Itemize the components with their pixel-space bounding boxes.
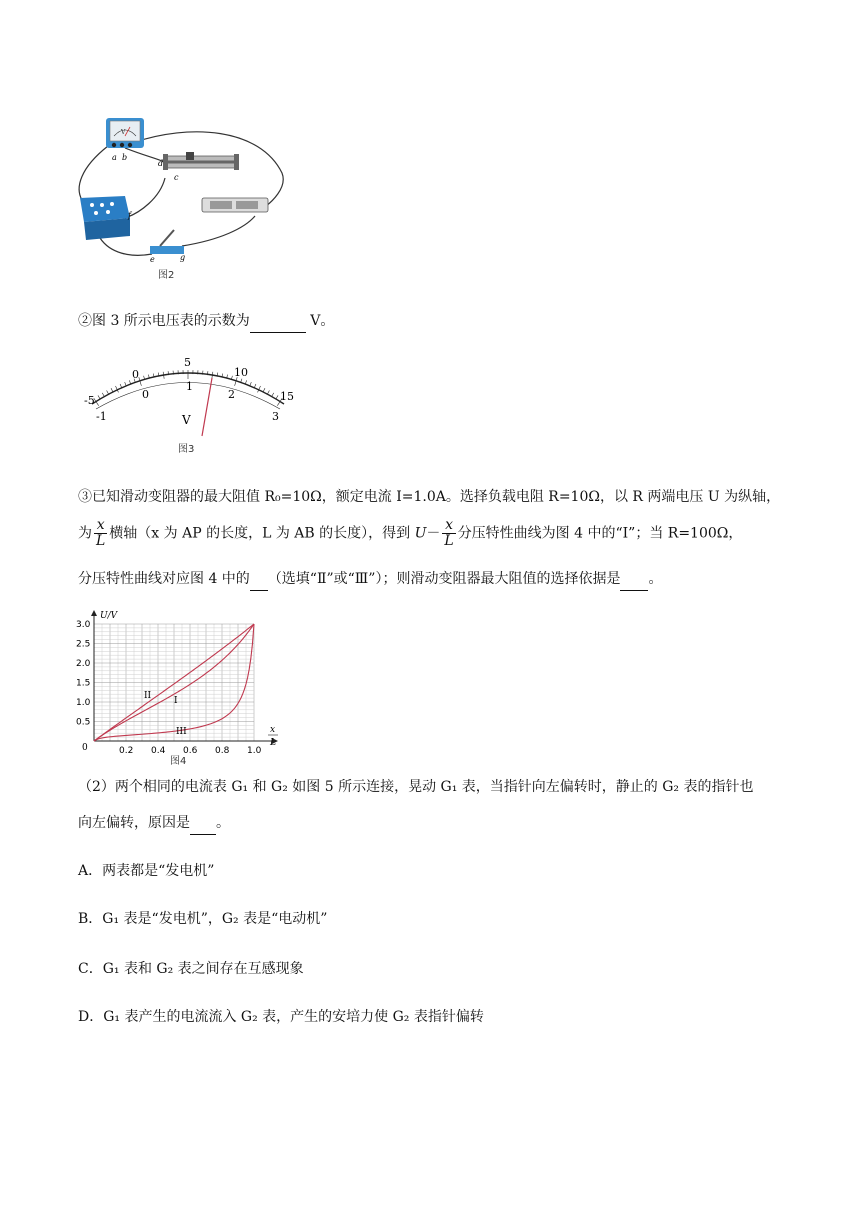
y-tick-label: 2.0	[76, 659, 91, 669]
dial-tick	[125, 382, 126, 386]
dial-tick	[250, 382, 251, 386]
dial-tick	[111, 388, 113, 392]
x-tick-label: 0.8	[215, 746, 230, 756]
svg-text:V: V	[121, 129, 126, 136]
divider-characteristic-graph	[72, 610, 292, 770]
question-2-line	[78, 310, 334, 333]
x-tick-label: 1.0	[247, 746, 262, 756]
figure-2	[70, 108, 300, 283]
fraction-x-over-l-2: $\frac{x}{L}$	[444, 517, 454, 549]
option-a[interactable]: A．两表都是“发电机”	[78, 863, 215, 879]
svg-text:d: d	[158, 159, 164, 168]
figure-3-caption: 图3	[178, 444, 195, 455]
y-tick-label: 1.5	[76, 678, 91, 689]
fraction-x-over-l: $\frac{x}{L}$	[96, 517, 106, 549]
svg-text:x: x	[270, 725, 276, 735]
part-2-line-2: 向左偏转，原因是 。	[78, 812, 230, 835]
question-3-line-3: 分压特性曲线对应图 4 中的 （选填“Ⅱ”或“Ⅲ”）；则滑动变阻器最大阻值的选择依据是 。	[78, 568, 662, 591]
needle	[202, 378, 212, 436]
dial-tick	[102, 393, 104, 396]
y-tick-label: 3.0	[76, 620, 91, 630]
x-tick-label: 0.4	[151, 746, 166, 756]
dial-tick	[107, 390, 109, 394]
svg-text:5: 5	[184, 356, 191, 369]
curve-label-ii: II	[144, 691, 152, 701]
svg-text:10: 10	[234, 366, 248, 379]
svg-text:0: 0	[132, 368, 139, 381]
answer-blank[interactable]	[190, 812, 216, 835]
y-tick-label: 0.5	[76, 717, 91, 728]
circuit-illustration	[70, 108, 300, 283]
dial-tick	[98, 395, 100, 398]
option-b[interactable]: B．G₁ 表是“发电机”，G₂ 表是“电动机”	[78, 911, 328, 927]
part-2-line-1: （2）两个相同的电流表 G₁ 和 G₂ 如图 5 所示连接，晃动 G₁ 表，当指针向左偏转时，静止的 G₂ 表的指针也	[78, 779, 754, 795]
option-c[interactable]: C．G₁ 表和 G₂ 表之间存在互感现象	[78, 961, 304, 977]
svg-text:g: g	[180, 253, 186, 262]
dial-tick	[268, 390, 270, 394]
x-tick-label: 0.6	[183, 746, 198, 756]
question-3-line-1: ③已知滑动变阻器的最大阻值 R₀=10Ω，额定电流 I=1.0A。选择负载电阻 R=10Ω，以 R 两端电压 U 为纵轴，	[78, 489, 781, 505]
dial-tick	[254, 384, 256, 388]
battery-box-icon	[80, 196, 130, 240]
dial-tick	[263, 388, 265, 392]
svg-text:e: e	[150, 255, 155, 264]
svg-text:c: c	[174, 173, 179, 182]
dial-tick	[276, 395, 278, 398]
figure-4	[72, 610, 292, 770]
battery-holder-icon	[202, 198, 268, 212]
answer-blank[interactable]	[620, 568, 648, 591]
dial-tick	[245, 380, 246, 384]
svg-text:0: 0	[82, 743, 88, 753]
voltmeter-icon	[106, 118, 144, 148]
svg-text:1: 1	[186, 380, 193, 393]
svg-text:-5: -5	[84, 394, 95, 407]
svg-text:b: b	[122, 153, 128, 162]
x-tick-label: 0.2	[119, 746, 134, 756]
svg-text:-1: -1	[96, 410, 107, 423]
question-2-text: ②图 3 所示电压表的示数为	[78, 313, 250, 329]
question-2-unit: V。	[305, 313, 335, 329]
figure-2-caption: 图2	[158, 270, 175, 281]
question-3-line-2: 为 $\frac{x}{L}$ 横轴（x 为 AP 的长度，L 为 AB 的长度），得到 U－ $\frac{x}{L}$ 分压特性曲线为图 4 中的“I”；当 R=100Ω，	[78, 517, 743, 549]
svg-text:2: 2	[228, 388, 235, 401]
svg-text:15: 15	[280, 390, 294, 403]
dial-tick	[272, 393, 274, 396]
curve-label-iii: III	[176, 727, 187, 737]
curve-label-i: I	[174, 696, 178, 706]
svg-text:U/V: U/V	[100, 611, 118, 621]
y-tick-label: 1.0	[76, 698, 91, 708]
dial-tick	[120, 384, 122, 388]
svg-text:f: f	[128, 211, 131, 220]
option-d[interactable]: D．G₁ 表产生的电流流入 G₂ 表，产生的安培力使 G₂ 表指针偏转	[78, 1009, 484, 1025]
answer-blank[interactable]	[250, 568, 268, 591]
svg-text:a: a	[112, 153, 117, 162]
switch-icon	[150, 230, 184, 254]
answer-blank[interactable]	[250, 310, 306, 333]
svg-text:0: 0	[142, 388, 149, 401]
svg-text:V: V	[182, 413, 191, 427]
dial-tick	[129, 380, 130, 384]
y-tick-label: 2.5	[76, 639, 91, 650]
figure-3	[78, 352, 308, 462]
rheostat-icon	[163, 152, 239, 170]
svg-text:3: 3	[272, 410, 279, 423]
figure-4-caption: 图4	[170, 756, 187, 767]
svg-text:L: L	[270, 738, 276, 748]
